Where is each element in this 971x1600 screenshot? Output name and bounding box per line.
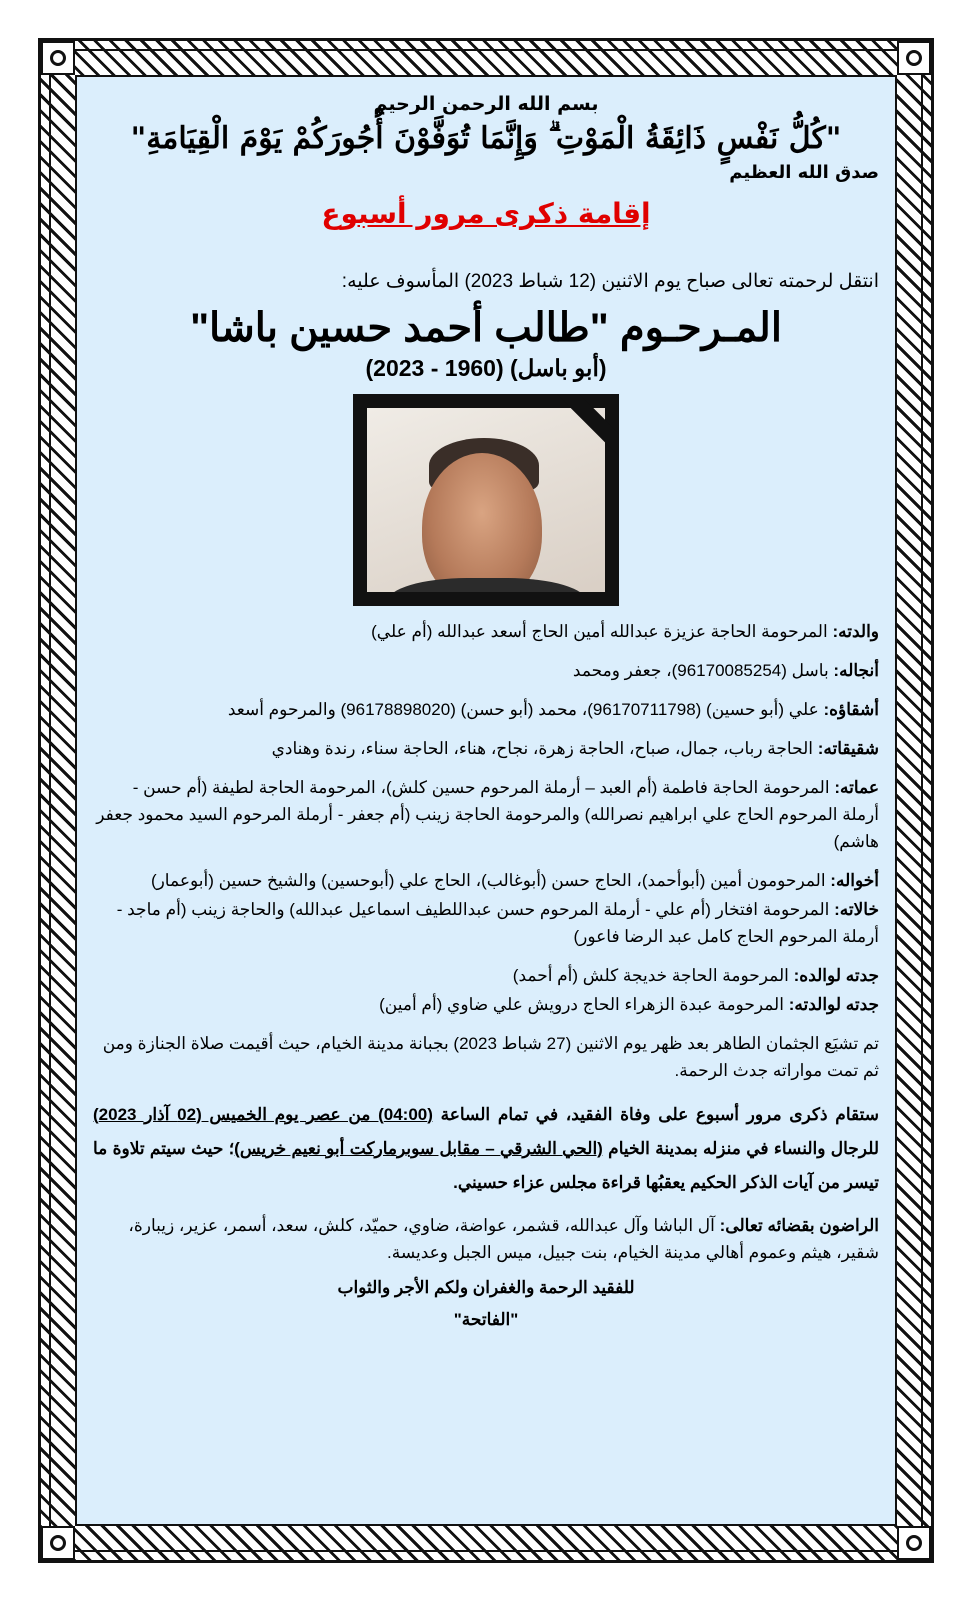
uncles-text: المرحومون أمين (أبوأحمد)، الحاج حسن (أبوغالب)، الحاج علي (أبوحسين) والشيخ حسين (أبوعمار)	[150, 871, 826, 890]
deceased-kunya-years: (أبو باسل) (1960 - 2023)	[365, 355, 607, 381]
memorial-time: (04:00) من عصر يوم الخميس (02 آذار 2023)	[93, 1105, 433, 1124]
uncles-label: أخواله:	[830, 871, 879, 890]
grandma-father-text: المرحومة الحاجة خديجة كلش (أم أحمد)	[512, 966, 789, 985]
grandma-mother-line	[93, 991, 879, 1018]
memorial-location: (الحي الشرقي – مقابل سوبرماركت أبو نعيم خريس)	[234, 1139, 603, 1158]
decorative-frame	[38, 38, 934, 1563]
deceased-name: المـرحـوم "طالب أحمد حسين باشا"	[190, 306, 782, 350]
corner-ornament-icon	[897, 41, 931, 75]
mourners-text: آل الباشا وآل عبدالله، قشمر، عواضة، ضاوي، حميّد، كلش، سعد، أسمر، عزير، زيبارة، شقير، هيثم وعموم أهالي مدينة الخيام، بنت جبيل، ميس الجبل وعديسة.	[128, 1216, 879, 1262]
corner-ornament-icon	[41, 1526, 75, 1560]
mother-text: المرحومة الحاجة عزيزة عبدالله أمين الحاج أسعد عبدالله (أم علي)	[371, 622, 828, 641]
intro-text: انتقل لرحمته تعالى صباح يوم الاثنين (12 شباط 2023) المأسوف عليه:	[341, 271, 879, 292]
closing-prayer: للفقيد الرحمة والغفران ولكم الأجر والثواب	[337, 1278, 635, 1297]
maternal-aunts-line	[93, 896, 879, 950]
memorial-part3: للرجال والنساء في منزله بمدينة الخيام	[602, 1139, 879, 1158]
grandma-father-line	[93, 962, 879, 989]
fatiha: "الفاتحة"	[453, 1310, 519, 1329]
mourners-line	[93, 1212, 879, 1266]
notice-content	[93, 91, 879, 1330]
event-title: إقامة ذكرى مرور أسبوع	[321, 197, 651, 230]
mother-label: والدته:	[832, 622, 879, 641]
children-text: باسل (96170085254)، جعفر ومحمد	[572, 661, 829, 680]
mourners-label: الراضون بقضائه تعالى:	[719, 1216, 879, 1235]
brothers-line	[93, 696, 879, 723]
brothers-text: علي (أبو حسين) (96170711798)، محمد (أبو حسن) (96178898020) والمرحوم أسعد	[227, 700, 819, 719]
memorial-part1: ستقام ذكرى مرور أسبوع على وفاة الفقيد، في تمام الساعة	[432, 1105, 879, 1124]
basmala: بسم الله الرحمن الرحيم	[373, 93, 599, 115]
aunts-line	[93, 774, 879, 855]
corner-ornament-icon	[897, 1526, 931, 1560]
grandma-father-label: جدته لوالده:	[793, 966, 879, 985]
grandma-mother-text: المرحومة عبدة الزهراء الحاج درويش علي ضاوي (أم أمين)	[379, 995, 784, 1014]
maternal-aunts-label: خالاته:	[834, 900, 879, 919]
brothers-label: أشقاؤه:	[823, 700, 879, 719]
children-label: أنجاله:	[833, 661, 879, 680]
quran-verse: "كُلُّ نَفْسٍ ذَائِقَةُ الْمَوْتِ ۗ وَإِنَّمَا تُوَفَّوْنَ أُجُورَكُمْ يَوْمَ الْقِيَامَةِ"	[130, 121, 842, 156]
mother-line	[93, 618, 879, 645]
children-line	[93, 657, 879, 684]
sisters-line	[93, 735, 879, 762]
maternal-aunts-text: المرحومة افتخار (أم علي - أرملة المرحوم حسن عبداللطيف اسماعيل عبدالله) والحاجة زينب (أم ماجد - أرملة المرحوم الحاج كامل عبد الرضا فاعور)	[116, 900, 879, 946]
deceased-photo	[353, 394, 619, 606]
grandma-mother-label: جدته لوالدته:	[788, 995, 879, 1014]
aunts-text: المرحومة الحاجة فاطمة (أم العبد – أرملة المرحوم حسين كلش)، المرحومة الحاجة لطيفة (أم حسن - أرملة المرحوم الحاج علي ابراهيم نصرالله) والمرحومة الحاجة زينب (أم جعفر - أرملة المرحوم السيد محمود جعفر هاشم)	[96, 778, 879, 851]
burial-paragraph: تم تشيَع الجثمان الطاهر بعد ظهر يوم الاثنين (27 شباط 2023) بجبانة مدينة الخيام، حيث أقيمت صلاة الجنازة ومن ثم تمت مواراته جدث الرحمة.	[102, 1034, 879, 1080]
uncles-line	[93, 867, 879, 894]
aunts-label: عماته:	[834, 778, 879, 797]
sisters-label: شقيقاته:	[817, 739, 879, 758]
memorial-paragraph	[93, 1098, 879, 1200]
sisters-text: الحاجة رباب، جمال، صباح، الحاجة زهرة، نجاح، هناء، الحاجة سناء، رندة وهنادي	[271, 739, 813, 758]
corner-ornament-icon	[41, 41, 75, 75]
memorial-part5: ؛ حيث سيتم تلاوة ما تيسر من آيات الذكر الحكيم يعقبُها قراءة مجلس عزاء حسيني.	[93, 1139, 879, 1192]
sadaq-text: صدق الله العظيم	[729, 162, 879, 183]
